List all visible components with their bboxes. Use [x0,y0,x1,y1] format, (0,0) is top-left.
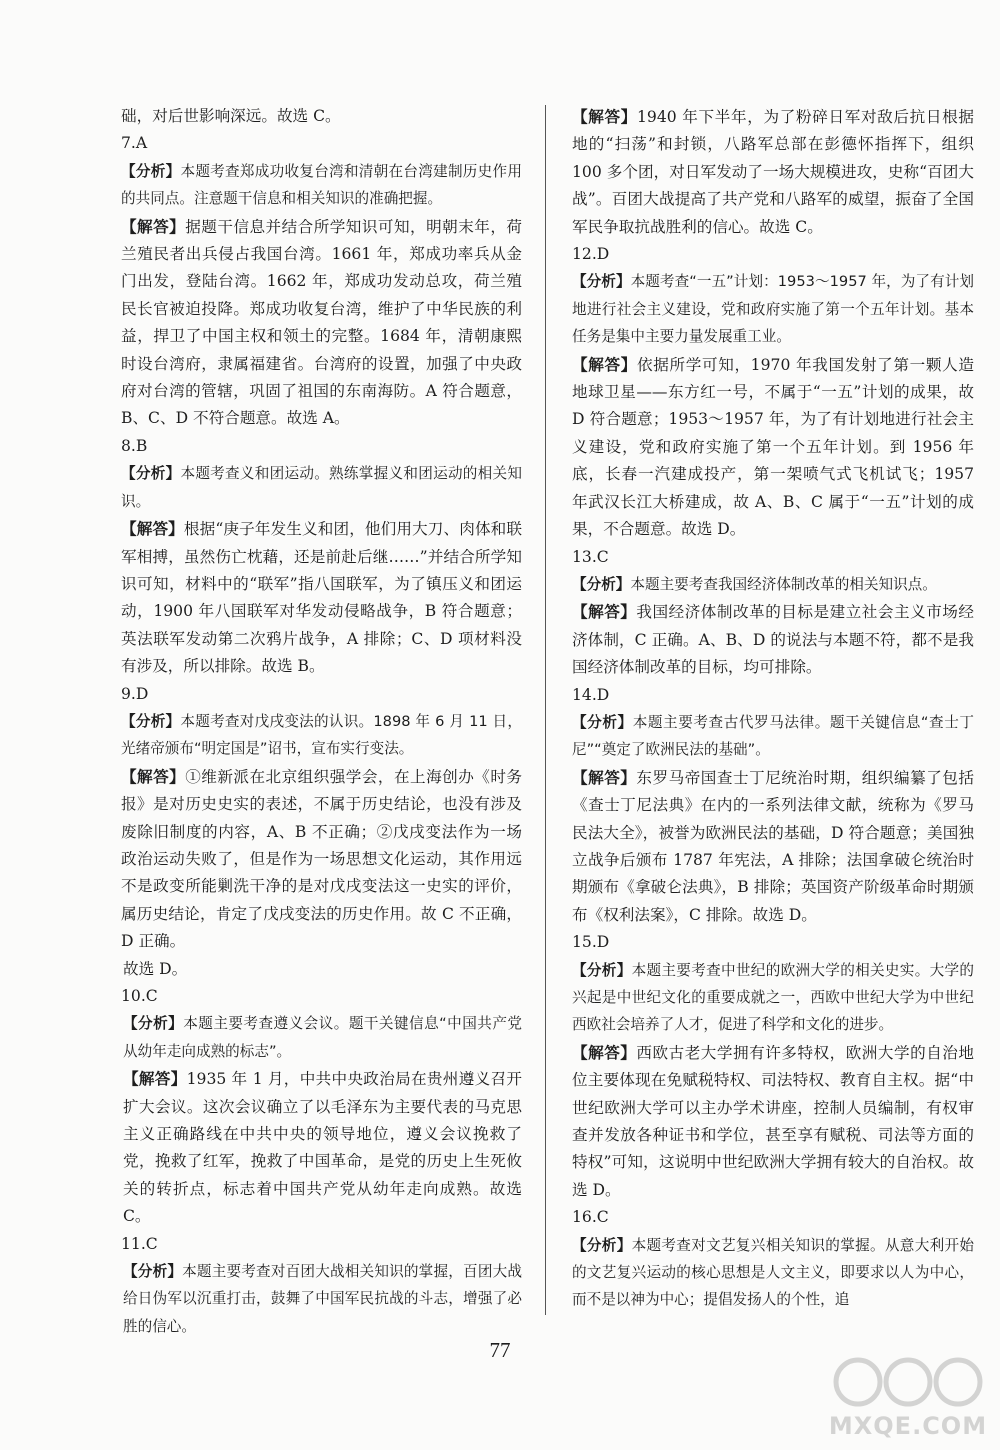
paragraph-text: 1935 年 1 月，中共中央政治局在贵州遵义召开扩大会议。这次会议确立了以毛泽东为主要代表的马克思主义正确路线在中共中央的领导地位，遵义会议挽救了党，挽救了红军，挽救了中国革命，是党的历史上生死攸关的转折点，标志着中国共产党从幼年走向成熟。故选 C。 [123,1070,522,1226]
analysis-paragraph [572,571,974,598]
paragraph-label: 【分析】 [572,713,633,731]
watermark [828,1352,988,1444]
solution-paragraph [572,598,974,681]
paragraph-label: 【解答】 [572,107,637,126]
solution-paragraph [121,1065,522,1230]
paragraph-label: 【分析】 [123,1015,184,1033]
paragraph-text: 本题考查对戊戌变法的认识。1898 年 6 月 11 日，光绪帝颁布“明定国是”诏书，宣布实行变法。 [121,712,522,758]
analysis-paragraph [572,268,974,350]
answer-key: 13.C [572,547,609,566]
watermark-text: MXQE.COM [828,1412,988,1440]
paragraph-label: 【解答】 [121,519,184,539]
solution-paragraph [121,103,522,130]
paragraph-text: 依据所学可知，1970 年我国发射了第一颗人造地球卫星——东方红一号，不属于“一五”计划的成果，故 D 符合题意；1953～1957 年，为了有计划地进行社会主义建设，党和政府实施了第一个五年计划。到 1956 年底，长春一汽建成投产，第一架喷气式飞机试飞；1957 年武汉长江大桥建成，故 A、B、C 属于“一五”计划的成果，不合题意。故选 D。 [572,355,974,539]
answer-key: 14.D [572,685,610,704]
paragraph-label: 【解答】 [572,767,637,787]
solution-paragraph [121,763,522,956]
answer-key: 10.C [121,987,158,1005]
page-number: 77 [489,1338,511,1362]
paragraph-label: 【分析】 [121,465,181,483]
column-divider [545,105,546,1315]
paragraph-text: 东罗马帝国查士丁尼统治时期，组织编纂了包括《查士丁尼法典》在内的一系列法律文献，统称为《罗马民法大全》，被誉为欧洲民法的基础，D 符合题意；美国独立战争后颁布 1787 年宪法，A 排除；法国拿破仑统治时期颁布《拿破仑法典》，B 排除；英国资产阶级革命时期颁布《权利法案》，C 排除。故选 D。 [572,768,974,924]
watermark-logo-icon [828,1352,988,1412]
paragraph-text: 1940 年下半年，为了粉碎日军对敌后抗日根据地的“扫荡”和封锁，八路军总部在彭德怀指挥下，组织 100 多个团，对日军发动了一场大规模进攻，史称“百团大战”。百团大战提高了共产党和八路军的威望，振奋了全国军民争取抗战胜利的信心。故选 C。 [572,108,974,236]
paragraph-text: 本题主要考查中世纪的欧洲大学的相关史实。大学的兴起是中世纪文化的重要成就之一，西欧中世纪大学为中世纪西欧社会培养了人才，促进了科学和文化的进步。 [572,961,974,1034]
paragraph-label: 【解答】 [572,354,637,374]
paragraph-text: 本题考查义和团运动。熟练掌握义和团运动的相关知识。 [121,465,522,510]
solution-paragraph [121,515,522,680]
paragraph-label: 【解答】 [123,1069,187,1089]
solution-paragraph [572,764,974,929]
paragraph-text: ①维新派在北京组织强学会，在上海创办《时务报》是对历史史实的表述，不属于历史结论，也没有涉及废除旧制度的内容，A、B 不正确；②戊戌变法作为一场政治运动失败了，但是作为一场思想文化运动，其作用远不是政变所能剿洗干净的是对戊戌变法这一史实的评价，属历史结论，肯定了戊戌变法的历史作用。故 C 不正确，D 正确。 [121,767,522,951]
paragraph-label: 【分析】 [572,961,632,979]
analysis-paragraph [121,460,522,515]
answer-key: 12.D [572,245,610,264]
answer-key: 9.D [121,684,149,703]
paragraph-text: 本题主要考查古代罗马法律。题干关键信息“查士丁尼”“奠定了欧洲民法的基础”。 [572,713,974,759]
paragraph-label: 【解答】 [121,766,186,786]
answer-key: 11.C [121,1234,158,1253]
paragraph-label: 【分析】 [123,1263,183,1281]
solution-paragraph [121,213,522,433]
analysis-paragraph [121,1258,522,1340]
paragraph-text: 本题主要考查对百团大战相关知识的掌握，百团大战给日伪军以沉重打击，鼓舞了中国军民抗战的斗志，增强了必胜的信心。 [123,1263,522,1335]
left-column [121,103,522,1340]
answer-key: 8.B [121,436,148,455]
paragraph-label: 【分析】 [572,1236,632,1254]
analysis-paragraph [121,1010,522,1065]
paragraph-label: 【分析】 [572,273,631,291]
paragraph-label: 【分析】 [121,712,181,730]
analysis-paragraph [121,708,522,763]
analysis-paragraph [121,158,522,213]
paragraph-text: 据题干信息并结合所学知识可知，明朝末年，荷兰殖民者出兵侵占我国台湾。1661 年，郑成功率兵从金门出发，登陆台湾。1662 年，郑成功发动总攻，荷兰殖民长官被迫投降。郑成功收复台湾，维护了中华民族的利益，捍卫了中国主权和领土的完整。1684 年，清朝康熙时设台湾府，隶属福建省。台湾府的设置，加强了中央政府对台湾的管辖，巩固了祖国的东南海防。A 符合题意，B、C、D 不符合题意。故选 A。 [121,217,522,428]
answer-key: 16.C [572,1208,609,1227]
paragraph-text: 本题主要考查我国经济体制改革的相关知识点。 [630,575,937,593]
paragraph-label: 【分析】 [572,575,631,593]
paragraph-text: 本题主要考查遵义会议。题干关键信息“中国共产党从幼年走向成熟的标志”。 [123,1015,522,1060]
paragraph-label: 【解答】 [572,602,637,622]
paragraph-label: 【解答】 [121,216,186,236]
analysis-paragraph [572,709,974,764]
answer-key: 故选 D。 [123,959,188,978]
answer-key: 7.A [121,134,148,153]
solution-paragraph [572,1039,974,1204]
analysis-paragraph [572,1232,974,1314]
paragraph-text: 我国经济体制改革的目标是建立社会主义市场经济体制，C 正确。A、B、D 的说法与本题不符，都不是我国经济体制改革的目标，均可排除。 [572,603,974,677]
analysis-paragraph [572,957,974,1039]
answer-key: 15.D [572,933,610,952]
paragraph-text: 本题考查郑成功收复台湾和清朝在台湾建制历史作用的共同点。注意题干信息和相关知识的准确把握。 [121,162,522,208]
paragraph-text: 根据“庚子年发生义和团，他们用大刀、肉体和联军相搏，虽然伤亡枕藉，还是前赴后继……”并结合所学知识可知，材料中的“联军”指八国联军，为了镇压义和团运动，1900 年八国联军对华发动侵略战争，B 符合题意；英法联军发动第二次鸦片战争，A 排除；C、D 项材料没有涉及，所以排除。故选 B。 [121,520,522,676]
solution-paragraph [572,351,974,544]
solution-paragraph [572,103,974,241]
paragraph-text: 础，对后世影响深远。故选 C。 [121,107,341,125]
paragraph-text: 本题考查对文艺复兴相关知识的掌握。从意大利开始的文艺复兴运动的核心思想是人文主义，即要求以人为中心，而不是以神为中心；提倡发扬人的个性，追 [572,1236,974,1309]
paragraph-text: 本题考查“一五”计划：1953～1957 年，为了有计划地进行社会主义建设，党和政府实施了第一个五年计划。基本任务是集中主要力量发展重工业。 [572,273,974,346]
right-column [572,103,974,1314]
paragraph-text: 西欧古老大学拥有许多特权，欧洲大学的自治地位主要体现在免赋税特权、司法特权、教育自主权。据“中世纪欧洲大学可以主办学术讲座，控制人员编制，有权审查并发放各种证书和学位，甚至享有赋税、司法等方面的特权”可知，这说明中世纪欧洲大学拥有较大的自治权。故选 D。 [572,1043,974,1199]
paragraph-label: 【解答】 [572,1042,637,1062]
paragraph-label: 【分析】 [121,162,181,180]
